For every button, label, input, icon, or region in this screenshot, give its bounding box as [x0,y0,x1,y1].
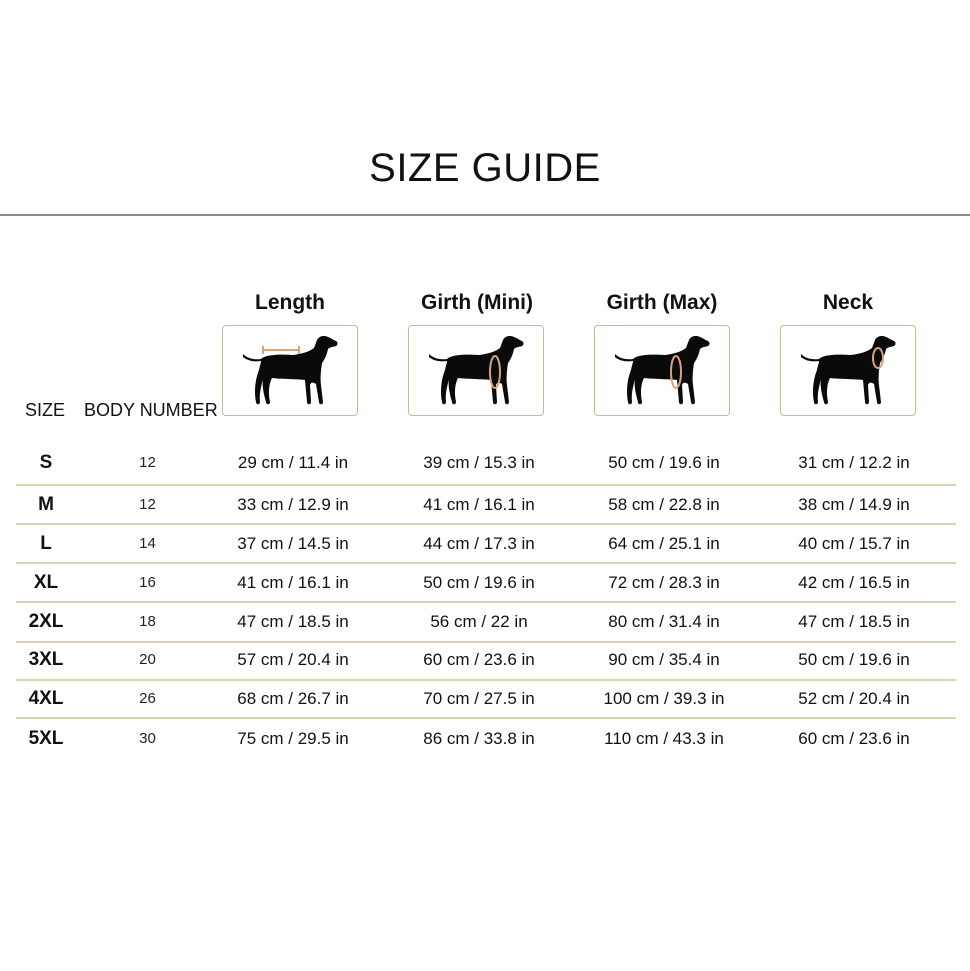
girth-mini-cell: 86 cm / 33.8 in [423,729,535,748]
header-body-number: BODY NUMBER [84,400,218,420]
header-size: SIZE [25,400,66,420]
size-cell: 4XL [28,688,64,709]
header-length: Length [255,291,325,314]
table-row [16,564,956,602]
girth-max-cell: 72 cm / 28.3 in [608,573,720,592]
girth-mini-cell: 60 cm / 23.6 in [423,650,535,669]
length-cell: 75 cm / 29.5 in [237,729,349,748]
size-cell: 3XL [28,649,64,670]
girth-max-cell: 64 cm / 25.1 in [608,534,720,553]
girth-max-cell: 80 cm / 31.4 in [608,612,720,631]
body-number-cell: 20 [139,651,156,668]
table-row [16,720,956,758]
neck-cell: 42 cm / 16.5 in [798,573,910,592]
table-row [16,680,956,718]
girth-max-cell: 58 cm / 22.8 in [608,495,720,514]
table-row [16,641,956,679]
table-row [16,486,956,524]
dog-girth-max-icon [594,325,730,416]
length-cell: 47 cm / 18.5 in [237,612,349,631]
neck-cell: 52 cm / 20.4 in [798,689,910,708]
length-cell: 41 cm / 16.1 in [237,573,349,592]
size-cell: S [39,452,53,473]
neck-cell: 60 cm / 23.6 in [798,729,910,748]
size-cell: L [40,533,52,554]
girth-max-cell: 110 cm / 43.3 in [604,729,724,748]
girth-mini-cell: 56 cm / 22 in [430,612,528,631]
neck-cell: 47 cm / 18.5 in [798,612,910,631]
dog-length-icon [222,325,358,416]
header-girth-mini: Girth (Mini) [421,291,533,314]
body-number-cell: 26 [139,690,156,707]
girth-mini-cell: 39 cm / 15.3 in [423,453,535,472]
title-divider [0,214,970,216]
body-number-cell: 18 [139,613,156,630]
girth-mini-cell: 44 cm / 17.3 in [423,534,535,553]
girth-mini-cell: 50 cm / 19.6 in [423,573,535,592]
body-number-cell: 12 [139,454,156,471]
girth-mini-cell: 41 cm / 16.1 in [423,495,535,514]
length-cell: 37 cm / 14.5 in [237,534,349,553]
table-row [16,525,956,563]
neck-cell: 38 cm / 14.9 in [798,495,910,514]
length-cell: 29 cm / 11.4 in [237,453,349,472]
body-number-cell: 30 [139,730,156,747]
body-number-cell: 16 [139,574,156,591]
length-cell: 57 cm / 20.4 in [237,650,349,669]
size-cell: M [38,494,54,515]
dog-girth-mini-icon [408,325,544,416]
body-number-cell: 14 [139,535,156,552]
girth-mini-cell: 70 cm / 27.5 in [423,689,535,708]
length-cell: 33 cm / 12.9 in [237,495,349,514]
neck-cell: 31 cm / 12.2 in [798,453,910,472]
neck-cell: 40 cm / 15.7 in [798,534,910,553]
size-cell: 5XL [28,728,64,749]
header-neck: Neck [822,291,874,314]
neck-cell: 50 cm / 19.6 in [798,650,910,669]
girth-max-cell: 90 cm / 35.4 in [608,650,720,669]
size-cell: 2XL [28,611,64,632]
table-row [16,603,956,641]
row-divider [16,717,956,719]
girth-max-cell: 100 cm / 39.3 in [603,689,725,708]
dog-neck-icon [780,325,916,416]
header-girth-max: Girth (Max) [606,291,718,314]
table-row [16,444,956,482]
body-number-cell: 12 [139,496,156,513]
length-cell: 68 cm / 26.7 in [237,689,349,708]
girth-max-cell: 50 cm / 19.6 in [608,453,720,472]
size-cell: XL [33,572,59,593]
page-title: SIZE GUIDE [369,146,601,190]
